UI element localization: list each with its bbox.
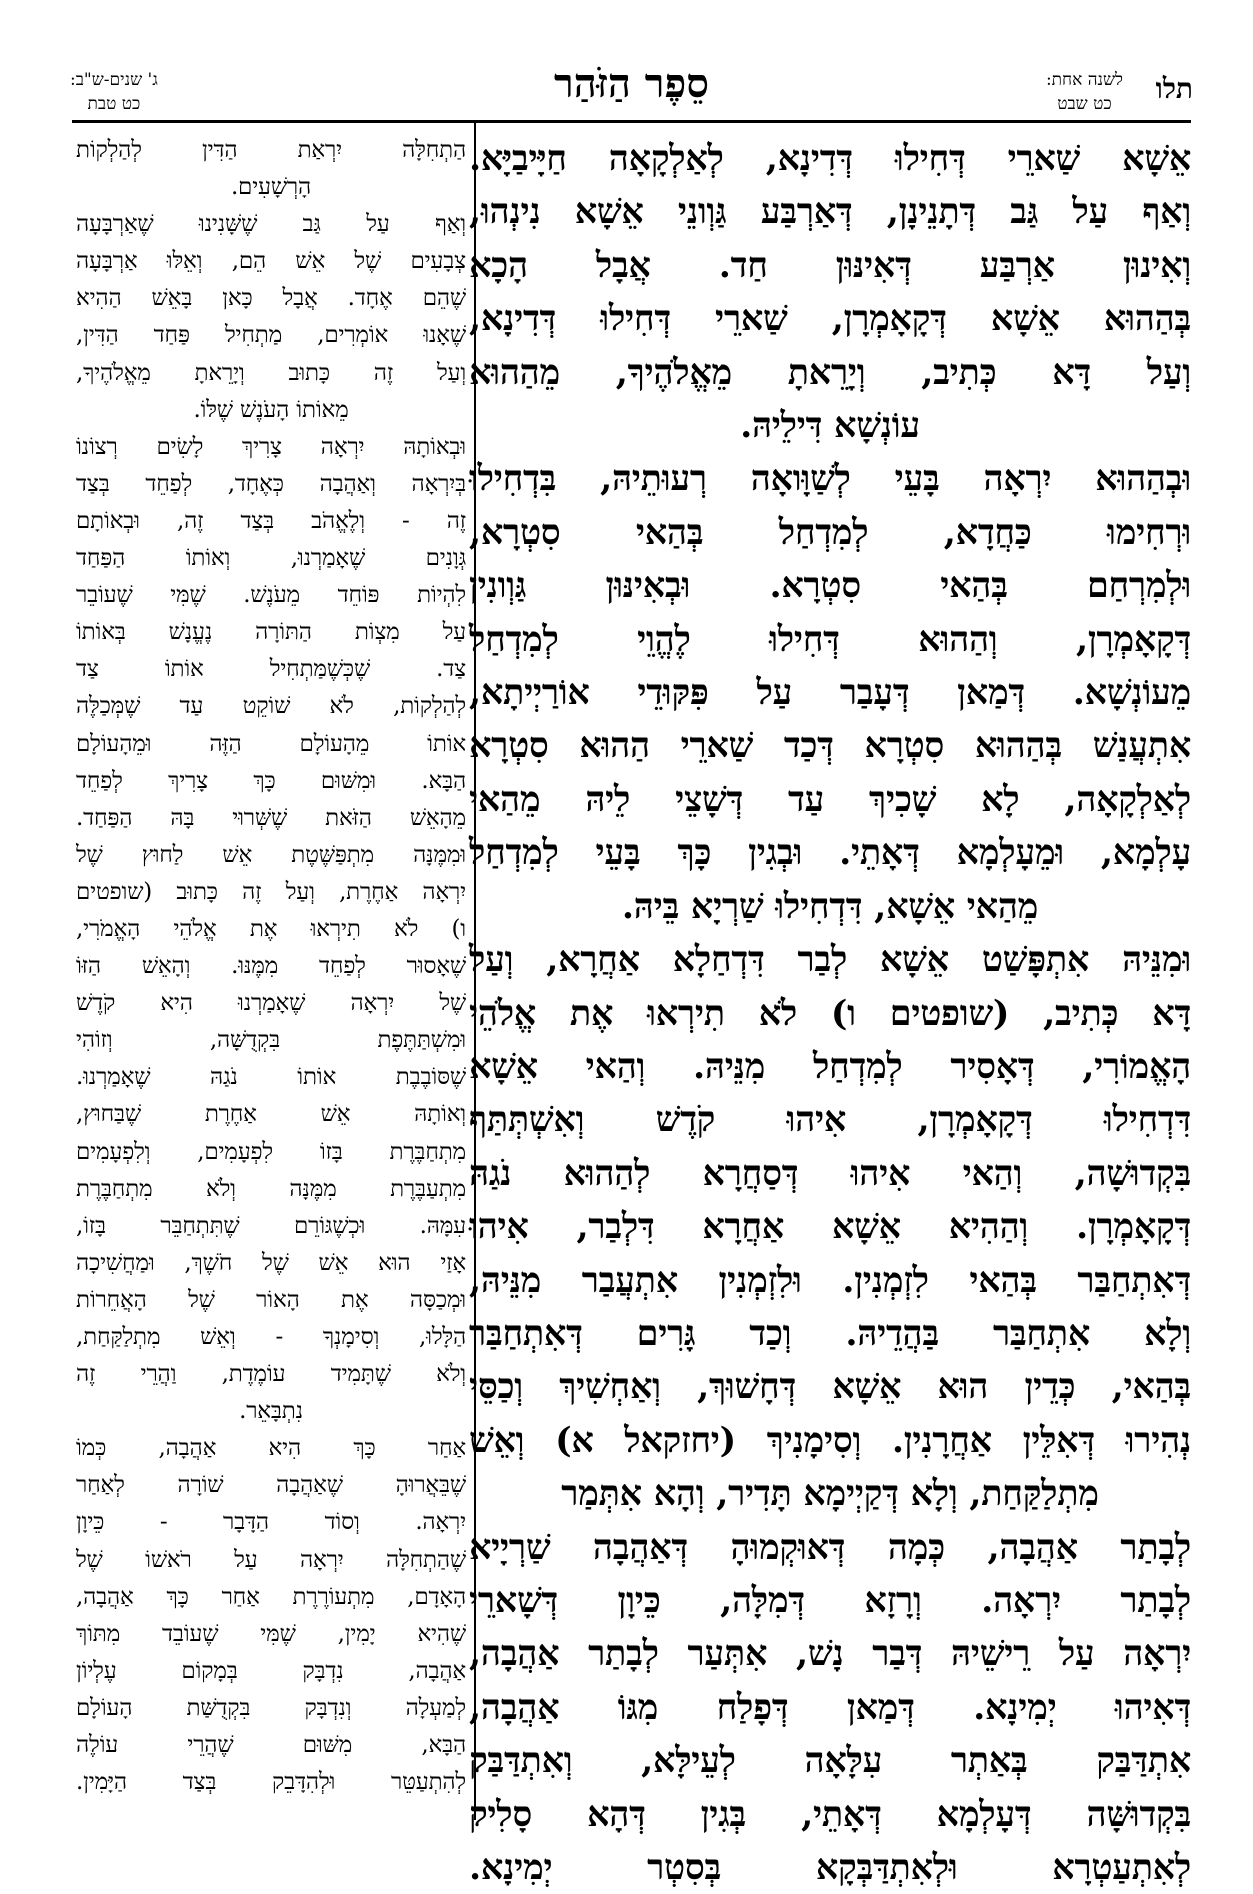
translation-text-line: יִרְאָה. וְסוֹד הַדָּבָר - כֵּיוָן <box>76 1509 466 1536</box>
translation-text-line: בְּיִרְאָה וְאַהֲבָה כְּאֶחָד, לְפַחֵד בְּצַד <box>76 470 466 497</box>
translation-text-line: אַחַר כָּךְ הִיא אַהֲבָה, כְּמוֹ <box>76 1435 466 1462</box>
translation-text-line: מִתְחַבֶּרֶת בָּזוֹ לִפְעָמִים, וְלִפְעָמִים <box>76 1138 466 1165</box>
page-number: תלו <box>1155 72 1193 105</box>
translation-text-line: הָרְשָׁעִים. <box>230 174 312 201</box>
main-text-line: אִתְעֲנַשׁ בְּהַהוּא סִטְרָא דְּכַד שַׁארֵי הַהוּא סִטְרָא <box>469 725 1191 767</box>
schedule-three-years <box>70 68 158 116</box>
aramaic-text-column <box>469 132 1191 1888</box>
main-text-line: יִרְאָה עַל רֵישֵׁיהּ דְּבַר נָשׁ, אִתְּעַר לְבָתַר אַהֲבָה, <box>469 1633 1191 1675</box>
translation-text-line: שֶׁסּוֹבֶבֶת אוֹתוֹ נֹגַהּ שֶׁאָמַרְנוּ. <box>76 1064 466 1091</box>
translation-text-line: שֶׁאָנוּ אוֹמְרִים, מַתְחִיל פַּחַד הַדִּין, <box>76 322 466 349</box>
translation-text-line: לְהִתְעַטֵּר וּלְהִדָּבֵק בְּצַד הַיָּמִין. <box>76 1769 466 1796</box>
main-text-line: אֵשָׁא שַׁארֵי דְּחִילוּ דְּדִינָא, לְאַלְקָאָה חַיָּיבַיָּא. <box>469 138 1191 179</box>
main-text-line: וְאַף עַל גַּב דְּתָנֵינָן, דְּאַרְבַּע גַּוְונֵי אֵשָׁא נִינְהוּ, <box>469 191 1191 233</box>
translation-text-line: וּמְכַסָּה אֶת הָאוֹר שֶׁל הָאֲחֵרוֹת <box>76 1286 466 1313</box>
main-text-line: הָאֱמוֹרִי, דְּאָסִיר לְמִדְחַל מִנֵּיהּ. וְהַאי אֵשָׁא <box>469 1045 1191 1087</box>
schedule-one-year-label: לשנה אחת: <box>1045 70 1123 90</box>
translation-text-line: הַלָּלוּ, וְסִימָנְךָ - וְאֵשׁ מִתְלַקַּחַת, <box>76 1324 466 1350</box>
main-text-line: דְּקָאָמְרָן, וְהַהוּא דְּחִילוּ לֶהֱוֵי לְמִדְחַל <box>469 618 1191 660</box>
main-text-line: בִּקְדוּשָּׁה דְּעָלְמָא דְּאָתֵי, בְּגִין דְּהָא סָלִיק <box>469 1793 1191 1835</box>
translation-text-line: אָזַי הוּא אֵשׁ שֶׁל חֹשֶׁךְ, וּמַחֲשִׁיכָה <box>76 1249 466 1276</box>
main-text-line: דָּא כְּתִיב, (שופטים ו) לֹא תִירְאוּ אֶת אֱלֹהֵי <box>469 992 1191 1034</box>
main-text-line: וּבְהַהוּא יִרְאָה בָּעֵי לְשַׁוָּואָה רְעוּתֵיהּ, בִּדְחִילוּ <box>469 458 1191 500</box>
main-text-line: וּלְמִרְחַם בְּהַאי סִטְרָא. וּבְאִינּוּן גַּוְונִין <box>469 565 1191 607</box>
schedule-one-year-date: כט שבט <box>1057 94 1112 114</box>
translation-text-line: שֶׁאָסוּר לְפַחֵד מִמֶּנּוּ. וְהָאֵשׁ הַזּוֹ <box>76 953 466 980</box>
translation-text-line: לְהַלְקוֹת, לֹא שׁוֹקֵט עַד שֶׁמְּכַלֶּה <box>76 693 466 720</box>
main-text-line: דְּקָאָמְרָן. וְהַהִיא אֵשָׁא אַחֲרָא דִּלְבַר, אִיהוּ <box>469 1206 1191 1248</box>
translation-text-line: וּמִשְׁתַּתֶּפֶת בִּקְדֻשָּׁה, וְזוֹהִי <box>76 1027 466 1054</box>
main-text-line: עָלְמָא, וּמֵעָלְמָא דְּאָתֵי. וּבְגִין כָּךְ בָּעֵי לְמִדְחַל <box>469 832 1191 874</box>
translation-text-line: שֶׁהֵם אֶחָד. אֲבָל כָּאן בָּאֵשׁ הַהִיא <box>76 285 466 312</box>
translation-text-line: עִמָּהּ. וּכְשֶׁגּוֹרֵם שֶׁתִּתְחַבֵּר בָּזוֹ, <box>76 1212 466 1239</box>
translation-text-line: וְאַף עַל גַּב שֶׁשָּׁנִינוּ שֶׁאַרְבָּעָה <box>76 211 466 238</box>
main-text-line: נְהִירוּ דְּאִלֵּין אַחֲרָנִין. וְסִימָנִיךְ (יחזקאל א) וְאֵשׁ <box>469 1419 1191 1461</box>
main-text-line: דְּאִיהוּ יְמִינָא. דְּמַאן דְּפָלַח מִגּוֹ אַהֲבָה, <box>469 1686 1191 1728</box>
main-text-line: בְּהַאי, כְּדֵין הוּא אֵשָׁא דְּחָשׁוּךְ, וְאַחְשִׁיךְ וְכַסֵּי <box>469 1366 1191 1408</box>
main-text-line: וְלָא אִתְחַבַּר בַּהֲדֵיהּ. וְכַד גָּרִים דְּאִתְחַבַּר <box>469 1312 1191 1354</box>
translation-text-line: מֵאוֹתוֹ הָעֹנֶשׁ שֶׁלּוֹ. <box>193 396 349 423</box>
translation-text-line: וּמִמֶּנָּה מִתְפַּשֶּׁטֶת אֵשׁ לַחוּץ שֶׁל <box>76 841 466 868</box>
schedule-three-years-date: כט טבת <box>87 94 141 114</box>
translation-text-line: ו) לֹא תִירְאוּ אֶת אֱלֹהֵי הָאֱמֹרִי, <box>76 915 466 942</box>
main-text-line: בְּהַהוּא אֵשָׁא דְּקָאָמְרָן, שַׁארֵי דְּחִילוּ דְּדִינָא, <box>469 298 1191 340</box>
header-rule <box>72 120 1191 123</box>
page-header <box>70 60 1193 120</box>
translation-text-line: הָאָדָם, מִתְעוֹרֶרֶת אַחַר כָּךְ אַהֲבָה, <box>76 1583 466 1610</box>
main-text-line: דִּדְחִילוּ דְּקָאָמְרָן, אִיהוּ קֹדֶשׁ וְאִשְׁתְּתַּף <box>469 1099 1191 1141</box>
translation-text-line: צַד. שֶׁכְּשֶׁמַּתְחִיל אוֹתוֹ צַד <box>76 656 466 683</box>
main-text-line: וּמִנֵּיהּ אִתְפָּשַׁט אֵשָׁא לְבַר דִּדְחַלָא אַחֲרָא, וְעַל <box>469 939 1191 981</box>
main-text-line: לְבָתַר אַהֲבָה, כְּמָה דְּאוּקְמוּהָ דְּאַהֲבָה שַׁרְיָיא <box>469 1526 1191 1568</box>
translation-text-line: גְּוָנִים שֶׁאָמַרְנוּ, וְאוֹתוֹ הַפַּחַד <box>76 545 466 572</box>
translation-text-line: וְאוֹתָהּ אֵשׁ אַחֶרֶת שֶׁבַּחוּץ, <box>76 1101 466 1128</box>
schedule-three-years-label: ג' שנים-ש"ב: <box>70 70 158 90</box>
main-text-line: דְּאִתְחַבַּר בְּהַאי לִזְמְנִין. וּלִזְמְנִין אִתְעֲבַר מִנֵּיהּ, <box>469 1259 1191 1301</box>
translation-text-line: נִתְבָּאֵר. <box>239 1398 303 1425</box>
main-text-line: לְבָתַר יִרְאָה. וְרָזָא דְּמִלָּה, כֵּיוָן דְּשָׁארֵי <box>469 1579 1191 1621</box>
main-text-line: וּרְחִימוּ כַּחֲדָא, לְמִדְחַל בְּהַאי סִטְרָא, <box>469 511 1191 553</box>
translation-text-line: מִתְעַבֶּרֶת מִמֶּנָּה וְלֹא מִתְחַבֶּרֶת <box>76 1175 466 1202</box>
translation-text-line: הַבָּא. וּמִשּׁוּם כָּךְ צָרִיךְ לְפַחֵד <box>76 767 466 794</box>
main-text-line: בִּקְדוּשָׁה, וְהַאי אִיהוּ דְּסַחֲרָא לְהַהוּא נֹגַהּ <box>469 1152 1191 1194</box>
translation-text-line: הַתְחִלָּה יִרְאַת הַדִּין לְהַלְקוֹת <box>76 137 466 163</box>
translation-text-line: יִרְאָה אַחֶרֶת, וְעַל זֶה כָּתוּב (שופטים <box>76 878 466 905</box>
translation-text-line: מֵהָאֵשׁ הַזֹּאת שֶׁשְּׁרוּי בָּהּ הַפַּחַד. <box>76 804 466 831</box>
translation-text-line: וְעַל זֶה כָּתוּב וְיָרֵאתָ מֵאֱלֹהֶיךָ, <box>76 359 466 386</box>
translation-text-line: שֶׁבֵּאֲרוּהָ שֶׁאַהֲבָה שׁוֹרָה לְאַחַר <box>76 1472 466 1499</box>
translation-text-line: הַבָּא, מִשּׁוּם שֶׁהֲרֵי עוֹלֶה <box>76 1732 466 1759</box>
translation-text-line: אוֹתוֹ מֵהָעוֹלָם הַזֶּה וּמֵהָעוֹלָם <box>76 730 466 757</box>
main-text-line: לְאַלְקָאָה, לָא שָׁכִיךְ עַד דְּשָׁצֵי לֵיהּ מֵהַאי <box>469 778 1191 820</box>
main-text-line: אִתְדַּבַּק בְּאַתְר עִלָּאָה לְעֵילָּא, וְאִתְדַּבַּק <box>469 1740 1191 1782</box>
main-text-line: מֵעוֹנְשָׁא. דְּמַאן דְּעָבַר עַל פִּקּוּדֵי אוֹרַיְיתָא, <box>469 672 1191 714</box>
translation-text-line: צְבָעִים שֶׁל אֵשׁ הֵם, וְאֵלּוּ אַרְבָּעָה <box>76 248 466 275</box>
main-text-line: מִתְלַקַּחַת, וְלָא דְּקַיְימָא תָּדִיר, וְהָא אִתְּמַר <box>561 1473 1099 1515</box>
main-text-line: לְאִתְעַטְרָא וּלְאִתְדַּבְּקָא בְּסִטְר יְמִינָא. <box>469 1847 1191 1888</box>
translation-text-line: לִהְיוֹת פּוֹחֵד מֵעֹנֶשׁ. שֶׁמִּי שֶׁעוֹבֵר <box>76 582 466 609</box>
translation-text-line: וְלֹא שֶׁתָּמִיד עוֹמֶדֶת, וַהֲרֵי זֶה <box>76 1361 466 1388</box>
translation-text-line: עַל מִצְוֹת הַתּוֹרָה נֶעֱנָשׁ בְּאוֹתוֹ <box>76 619 466 646</box>
translation-text-line: שֶׁהִיא יָמִין, שֶׁמִּי שֶׁעוֹבֵד מִתּוֹךְ <box>76 1620 466 1647</box>
translation-text-line: לְמַעְלָה וְנִדְבָּק בִּקְדֻשַּׁת הָעוֹלָם <box>76 1694 466 1721</box>
translation-text-line: שֶׁל יִרְאָה שֶׁאָמַרְנוּ הִיא קֹדֶשׁ <box>76 990 466 1017</box>
main-text-line: וְאִינוּן אַרְבַּע דְּאִינּוּן חַד. אֲבָל הָכָא <box>469 244 1191 286</box>
hebrew-translation-column <box>76 132 466 1852</box>
book-title: סֵפֶר הַזֹּהַר <box>554 60 709 107</box>
translation-text-line: וּבְאוֹתָהּ יִרְאָה צָרִיךְ לָשִׂים רְצוֹנוֹ <box>76 433 466 460</box>
main-text-line: עוֹנְשָׁא דִּילֵיהּ. <box>740 405 920 447</box>
translation-text-line: אַהֲבָה, נִדְבָּק בְּמָקוֹם עֶלְיוֹן <box>76 1657 466 1684</box>
main-text-line: וְעַל דָּא כְּתִיב, וְיָרֵאתָ מֵאֱלֹהֶיךָ, מֵהַהוּא <box>469 351 1191 393</box>
translation-text-line: זֶה - וְלֶאֱהֹב בְּצַד זֶה, וּבְאוֹתָם <box>76 507 466 534</box>
translation-text-line: שֶׁהַתְחִלָּה יִרְאָה עַל רֹאשׁוֹ שֶׁל <box>76 1546 466 1573</box>
main-text-line: מֵהַאי אֵשָׁא, דִּדְחִילוּ שַׁרְיָא בֵּיהּ. <box>621 885 1039 927</box>
